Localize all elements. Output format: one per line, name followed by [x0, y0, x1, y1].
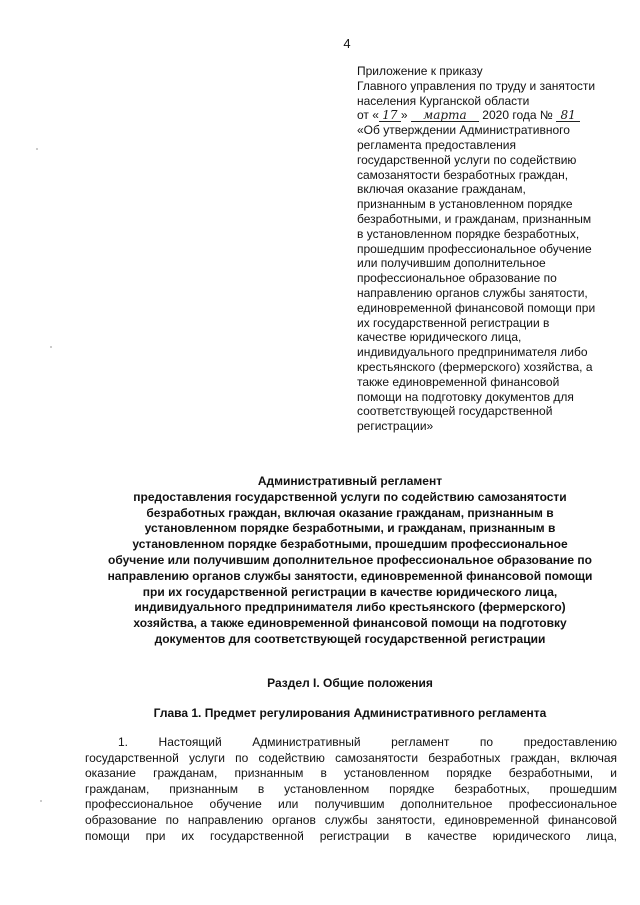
scan-speck	[36, 148, 38, 150]
regulation-title-line: индивидуального предпринимателя либо крестьянского (фермерского)	[134, 600, 566, 615]
appendix-order-title	[357, 123, 619, 434]
paragraph-line: образование по направлению органов службы занятости, единовременной финансовой	[85, 812, 617, 827]
appendix-title-line: «Об утверждении Административного	[357, 123, 570, 138]
date-month-handwritten: марта	[411, 109, 479, 122]
appendix-title-line: единовременной финансовой помощи при	[357, 300, 596, 315]
appendix-title-line: качестве юридического лица,	[357, 330, 522, 345]
regulation-title	[60, 474, 640, 648]
paragraph-line: помощи при их государственной регистрации в качестве юридического лица,	[85, 828, 617, 843]
date-year: 2020 года №	[482, 108, 553, 123]
paragraph-line: государственной услуги по содействию самозанятости безработных граждан, включая	[85, 750, 617, 765]
scan-speck	[40, 800, 42, 802]
paragraph-1	[85, 735, 617, 844]
date-prefix: от «	[357, 108, 379, 123]
regulation-title-line: безработных граждан, включая оказание гражданам, признанным в	[146, 505, 554, 520]
appendix-title-line: помощи на подготовку документов для	[357, 389, 574, 404]
section-heading: Раздел I. Общие положения	[267, 676, 433, 690]
appendix-title-line: их государственной регистрации в	[357, 315, 550, 330]
appendix-title-line: профессиональное образование по	[357, 271, 557, 286]
appendix-title-line: признанным в установленном порядке	[357, 197, 573, 212]
regulation-title-line: при их государственной регистрации в качестве юридического лица,	[142, 584, 558, 599]
appendix-title-line: безработными, и гражданам, признанным	[357, 211, 592, 226]
appendix-title-line: в установленном порядке безработных,	[357, 226, 580, 241]
appendix-line: населения Курганской области	[357, 93, 530, 108]
regulation-title-line: предоставления государственной услуги по содействию самозанятости	[133, 489, 567, 504]
appendix-title-line: крестьянского (фермерского) хозяйства, а	[357, 359, 593, 374]
date-day-handwritten: 17	[379, 109, 401, 122]
regulation-title-line: документов для соответствующей государственной регистрации	[154, 631, 546, 646]
regulation-title-line: установленном порядке безработными, и гражданам, признанным в	[144, 521, 556, 536]
paragraph-line: оказание гражданам, признанным в установленном порядке безработными, и	[85, 766, 617, 781]
appendix-line: Приложение к приказу	[357, 64, 483, 78]
chapter-heading: Глава 1. Предмет регулирования Административного регламента	[153, 706, 547, 720]
regulation-title-line: обучение или получившим дополнительное профессиональное образование по	[108, 552, 592, 567]
appendix-title-line: прошедшим профессиональное обучение	[357, 241, 592, 256]
paragraph-line: гражданам, признанным в установленном порядке безработных, прошедшим	[85, 781, 617, 796]
appendix-title-line: соответствующей государственной	[357, 404, 553, 419]
appendix-title-line: направлению органов службы занятости,	[357, 285, 588, 300]
regulation-title-line: направлению органов службы занятости, единовременной финансовой помощи	[107, 568, 593, 583]
appendix-title-line: регистрации»	[357, 419, 434, 434]
regulation-title-line: установленном порядке безработными, прошедшим профессиональное	[132, 537, 568, 552]
appendix-title-line: или получившим дополнительное	[357, 256, 546, 271]
appendix-title-line: государственной услуги по содействию	[357, 152, 577, 167]
appendix-title-line: также единовременной финансовой	[357, 374, 560, 389]
page-number: 4	[343, 36, 351, 51]
regulation-title-line: хозяйства, а также единовременной финансовой помощи на подготовку	[133, 616, 567, 631]
appendix-block	[357, 64, 619, 434]
appendix-title-line: включая оказание гражданам,	[357, 182, 526, 197]
appendix-line: Главного управления по труду и занятости	[357, 78, 596, 93]
regulation-title-heading: Административный регламент	[257, 474, 443, 488]
date-mid: »	[400, 108, 408, 123]
paragraph-line: 1. Настоящий Административный регламент по предоставлению	[118, 735, 617, 749]
appendix-title-line: регламента предоставления	[357, 137, 516, 152]
appendix-title-line: самозанятости безработных граждан,	[357, 167, 569, 182]
appendix-title-line: индивидуального предпринимателя либо	[357, 345, 588, 360]
doc-number-handwritten: 81	[556, 109, 580, 122]
paragraph-line: профессиональное обучение или получившим дополнительное профессиональное	[85, 797, 617, 812]
scan-speck	[50, 346, 52, 348]
appendix-date-line	[357, 108, 619, 123]
